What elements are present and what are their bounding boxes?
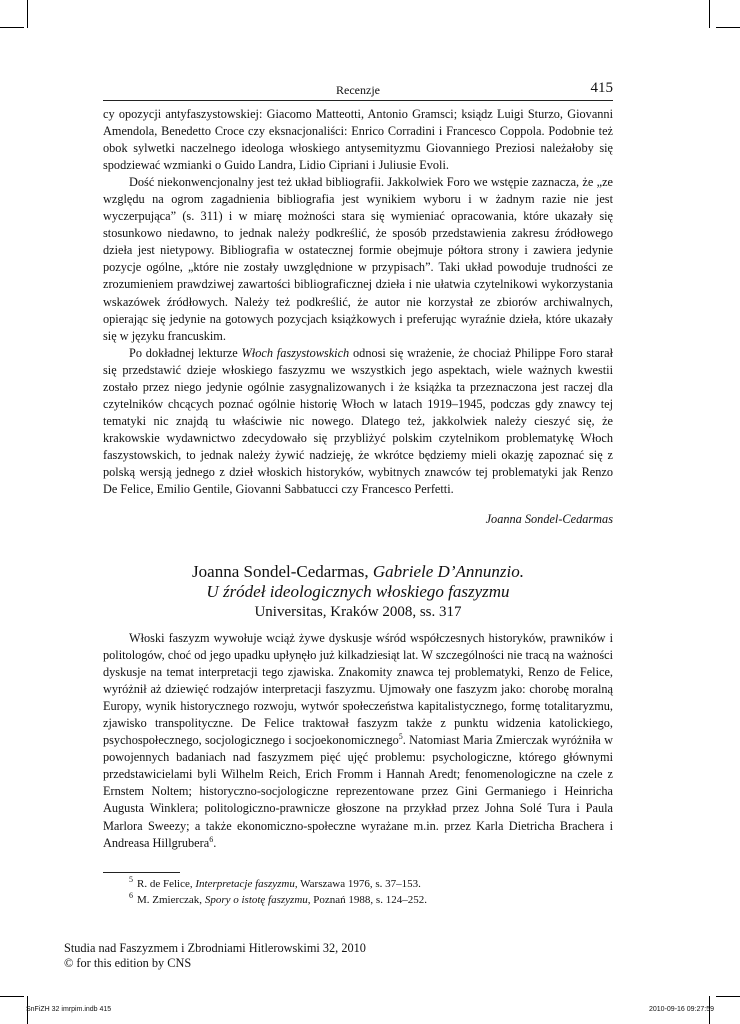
paragraph — [103, 106, 613, 174]
page-number: 415 — [590, 80, 613, 96]
book-title-part-1: Gabriele D’Annunzio. — [372, 562, 524, 581]
text-run: , Poznań 1988, s. 124–252. — [307, 894, 427, 906]
copyright-line: © for this edition by CNS — [64, 956, 192, 970]
italic-title: Włoch faszystowskich — [241, 345, 350, 360]
crop-mark — [0, 27, 24, 28]
footnote-ref: 5 — [398, 732, 403, 742]
journal-name: Studia nad Faszyzmem i Zbrodniami Hitlerowskimi 32, 2010 — [64, 941, 366, 955]
crop-mark — [716, 996, 740, 997]
text-run: Po dokładnej lekturze — [129, 345, 242, 360]
crop-mark — [27, 0, 28, 28]
paragraph — [103, 174, 613, 344]
crop-mark — [709, 0, 710, 28]
text-run: R. de Felice, — [137, 878, 196, 890]
slug-timestamp: 2010-09-16 09:27:59 — [649, 1006, 714, 1013]
italic-title: Spory o istotę faszyzmu — [204, 894, 308, 906]
journal-info — [64, 941, 366, 971]
continuation-text — [103, 106, 613, 498]
crop-mark — [0, 996, 24, 997]
text-run: . — [213, 835, 217, 850]
review-text — [103, 630, 613, 852]
text-run: cy opozycji antyfaszystowskiej: Giacomo Matteotti, Antonio Gramsci; ksiądz Luigi Sturzo, Giovanni Amendola, Benedetto Croce czy eksnacjonaliści: Enrico Corradini i Francesco Coppola. Podobnie też obok sylwetki naczelnego ideologa włoskiego antysemityzmu Giovanniego Preziosi należałoby się spodziewać wzmianki o Guido Landra, Lidio Cipriani i Juliusie Evoli. — [103, 107, 613, 173]
review-title-line-2 — [103, 582, 613, 602]
paragraph — [103, 345, 613, 498]
header-rule — [103, 100, 613, 101]
running-head — [103, 80, 613, 100]
reviewer-signature: Joanna Sondel-Cedarmas — [485, 512, 613, 526]
italic-title: Interpretacje faszyzmu — [195, 878, 295, 890]
text-run: Włoski faszyzm wywołuje wciąż żywe dyskusje wśród współczesnych historyków, prawników i politologów, choć od jego upadku upłynęło już kilkadziesiąt lat. W szczególności nie tracą na ważności dyskusje na temat interpretacji tego zjawiska. Znakomity znawca tej problematyki, Renzo de Felice, wyróżnił aż dziewięć rodzajów interpretacji faszyzmu. Ujmowały one faszyzm jako: chorobę moralną Europy, wynik historycznego rozwoju, wytwór społeczeństwa kapitalistycznego, formę totalitaryzmu, zjawisko transpolityczne. De Felice traktował faszyzm także z punktu widzenia katolickiego, psychospołecznego, socjologicznego i socjoekonomicznego — [103, 631, 613, 748]
footnote — [103, 876, 613, 892]
footnote-number: 5 — [129, 875, 133, 885]
section-title: Recenzje — [336, 83, 380, 97]
text-run: Dość niekonwencjonalny jest też układ bibliografii. Jakkolwiek Foro we wstępie zaznacza, że „ze względu na ogrom zagadnienia bibliografia jest wynikiem wyboru i w żadnym razie nie jest wyczerpująca” (s. 311) i w miarę możności stara się wymieniać opracowania, które ukazały się stosunkowo niedawno, to jednak należy podkreślić, że sposób przedstawienia zakresu źródłowego dzieła jest nietypowy. Bibliografia w ostatecznej formie obejmuje półtora strony i zawiera jedynie pozycje ogólne, „które nie zostały uwzględnione w przypisach”. Taki układ powoduje trudności ze zrozumieniem prawdziwej zawartości bibliograficznej dzieła i nie ułatwia czytelnikowi wykorzystania wskazówek źródłowych. Należy też podkreślić, że autor nie korzystał ze zbiorów archiwalnych, opierając się jedynie na gotowych pozycjach książkowych i preferując wyraźnie dzieła, które ukazały się w języku francuskim. — [103, 175, 613, 343]
text-run: , Warszawa 1976, s. 37–153. — [294, 878, 421, 890]
footnote-ref: 6 — [209, 834, 214, 844]
book-title-part-2: U źródeł ideologicznych włoskiego faszyzmu — [206, 582, 510, 601]
footnote-number: 6 — [129, 891, 133, 901]
footnote — [103, 892, 613, 908]
text-run: odnosi się wrażenie, że chociaż Philippe Foro starał się przedstawić dzieje włoskiego faszyzmu we wszystkich jego aspektach, wiele ważnych kwestii zostało przez niego jedynie ogólnie zasygnalizowanych i że książka ta przeznaczona jest raczej dla czytelników chcących poznać ogólnie historię Włoch w latach 1919–1945, podczas gdy znawcy tej tematyki nic znajdą tu właściwie nic nowego. Dlatego też, jakkolwiek należy cieszyć się, że krakowskie wydawnictwo zdecydowało się przybliżyć polskim czytelnikom problematykę Włoch faszystowskich, to jednak należy żywić nadzieję, że wkrótce będziemy mieli okazję zapoznać się z polską wersją jednego z dzieł włoskich historyków, wybitnych znawców tej problematyki jak Renzo De Felice, Emilio Gentile, Giovanni Sabbatucci czy Francesco Perfetti. — [103, 345, 613, 497]
footnote-rule — [103, 872, 180, 873]
text-run: M. Zmierczak, — [137, 894, 205, 906]
review-heading — [103, 562, 613, 622]
book-publisher: Universitas, Kraków 2008, ss. 317 — [254, 604, 462, 620]
review-title-line-1 — [103, 562, 613, 582]
crop-mark — [716, 27, 740, 28]
text-run: . Natomiast Maria Zmierczak wyróżniła w powojennych badaniach nad faszyzmem pięć ujęć problemu: psychologiczne, którego głównymi przedstawicielami byli Wilhelm Reich, Erich Fromm i Hannah Aredt; fenomenologiczne na czele z Ernstem Noltem; historyczno-socjologiczne reprezentowane przez Gini Germaniego i Heinricha Augusta Winklera; politologiczno-prawnicze głoszone na przykład przez Johna Solé Tura i Paula Marlora Sweezy; a także ekonomiczno-społeczne wyrażane m.in. przez Karla Dietricha Brachera i Andreasa Hillgrubera — [103, 733, 613, 850]
footnotes — [103, 876, 613, 908]
slug-filename: SnFiZH 32 imrpim.indb 415 — [26, 1006, 112, 1013]
review-author: Joanna Sondel-Cedarmas, — [192, 562, 373, 581]
paragraph — [103, 630, 613, 852]
